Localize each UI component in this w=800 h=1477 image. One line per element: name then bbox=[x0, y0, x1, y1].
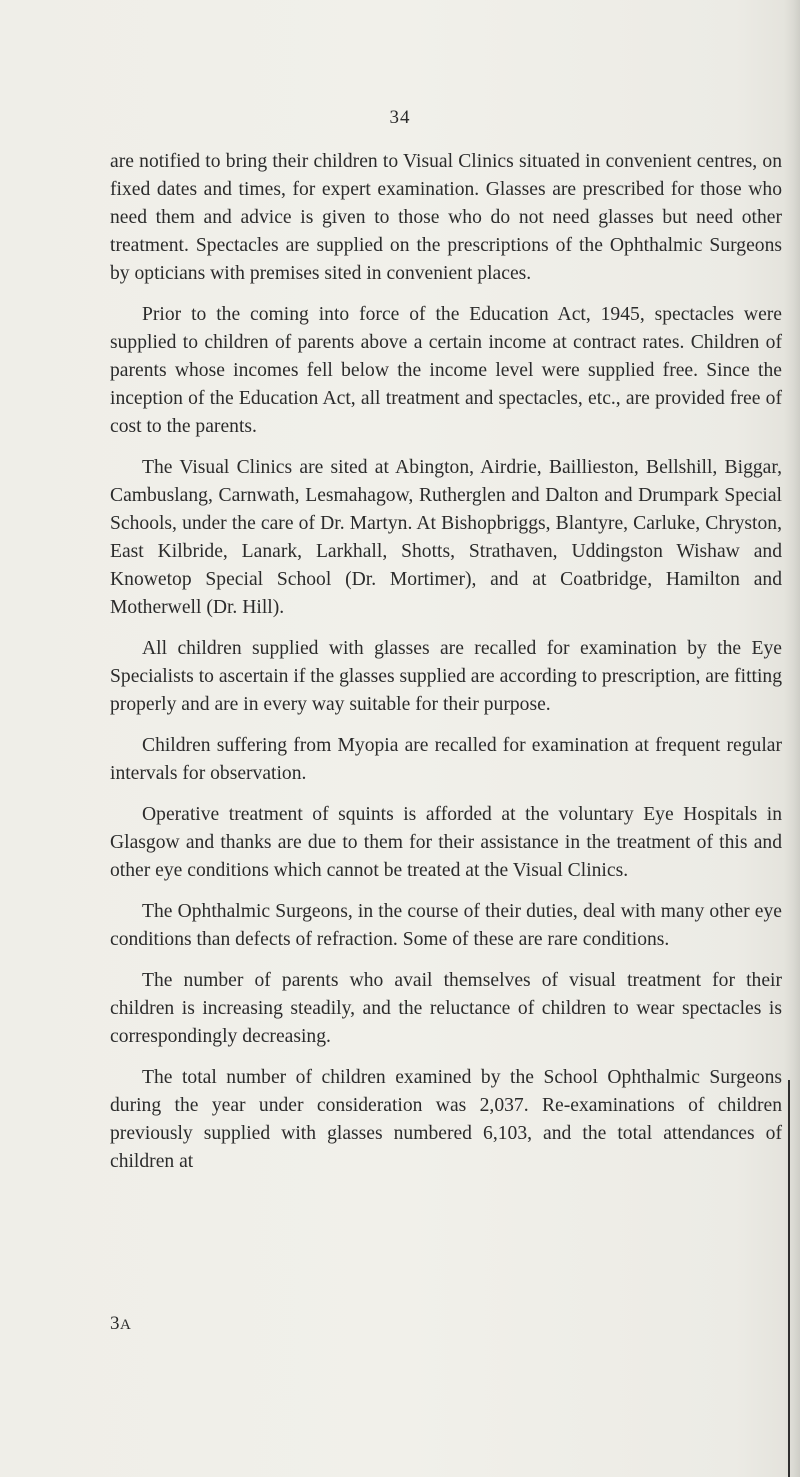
paragraph-3: The Visual Clinics are sited at Abington, Airdrie, Baillieston, Bellshill, Biggar, Cambuslang, Carnwath, Lesmahagow, Rutherglen and Dalton and Drumpark Special Schools, under the care of Dr. Martyn. At Bishopbriggs, Blantyre, Carluke, Chryston, East Kilbride, Lanark, Larkhall, Shotts, Strathaven, Uddingston Wishaw and Knowetop Special School (Dr. Mortimer), and at Coatbridge, Hamilton and Motherwell (Dr. Hill). bbox=[110, 457, 782, 618]
paragraph-8: The number of parents who avail themselves of visual treatment for their children is increasing steadily, and the reluctance of children to wear spectacles is correspondingly decreasing. bbox=[110, 970, 782, 1047]
paragraph-9: The total number of children examined by the School Ophthalmic Surgeons during the year under consideration was 2,037. Re-examinations of children previously supplied with glasses numbered 6,103, and the total attendances of children at bbox=[110, 1067, 782, 1172]
paragraph-5: Children suffering from Myopia are recalled for examination at frequent regular intervals for observation. bbox=[110, 735, 782, 784]
paragraph-7: The Ophthalmic Surgeons, in the course of their duties, deal with many other eye conditions than defects of refraction. Some of these are rare conditions. bbox=[110, 901, 782, 950]
signature-mark-letter: A bbox=[120, 1317, 132, 1333]
page-edge-shadow bbox=[784, 0, 800, 1477]
signature-mark-digit: 3 bbox=[110, 1313, 120, 1334]
body-text bbox=[110, 148, 782, 1189]
page-number: 34 bbox=[389, 107, 411, 128]
paragraph-1: are notified to bring their children to Visual Clinics situated in convenient centres, on fixed dates and times, for expert examination. Glasses are prescribed for those who need them and advice is given to those who do not need glasses but need other treatment. Spectacles are supplied on the prescriptions of the Ophthalmic Surgeons by opticians with premises sited in convenient places. bbox=[110, 151, 782, 284]
signature-mark bbox=[110, 1313, 131, 1335]
paragraph-6: Operative treatment of squints is afforded at the voluntary Eye Hospitals in Glasgow and thanks are due to them for their assistance in the treatment of this and other eye conditions which cannot be treated at the Visual Clinics. bbox=[110, 804, 782, 881]
paragraph-4: All children supplied with glasses are recalled for examination by the Eye Specialists to ascertain if the glasses supplied are according to prescription, are fitting properly and are in every way suitable for their purpose. bbox=[110, 638, 782, 715]
paragraph-2: Prior to the coming into force of the Education Act, 1945, spectacles were supplied to children of parents above a certain income at contract rates. Children of parents whose incomes fell below the income level were supplied free. Since the inception of the Education Act, all treatment and spectacles, etc., are provided free of cost to the parents. bbox=[110, 304, 782, 437]
page-edge-line bbox=[788, 1080, 790, 1477]
